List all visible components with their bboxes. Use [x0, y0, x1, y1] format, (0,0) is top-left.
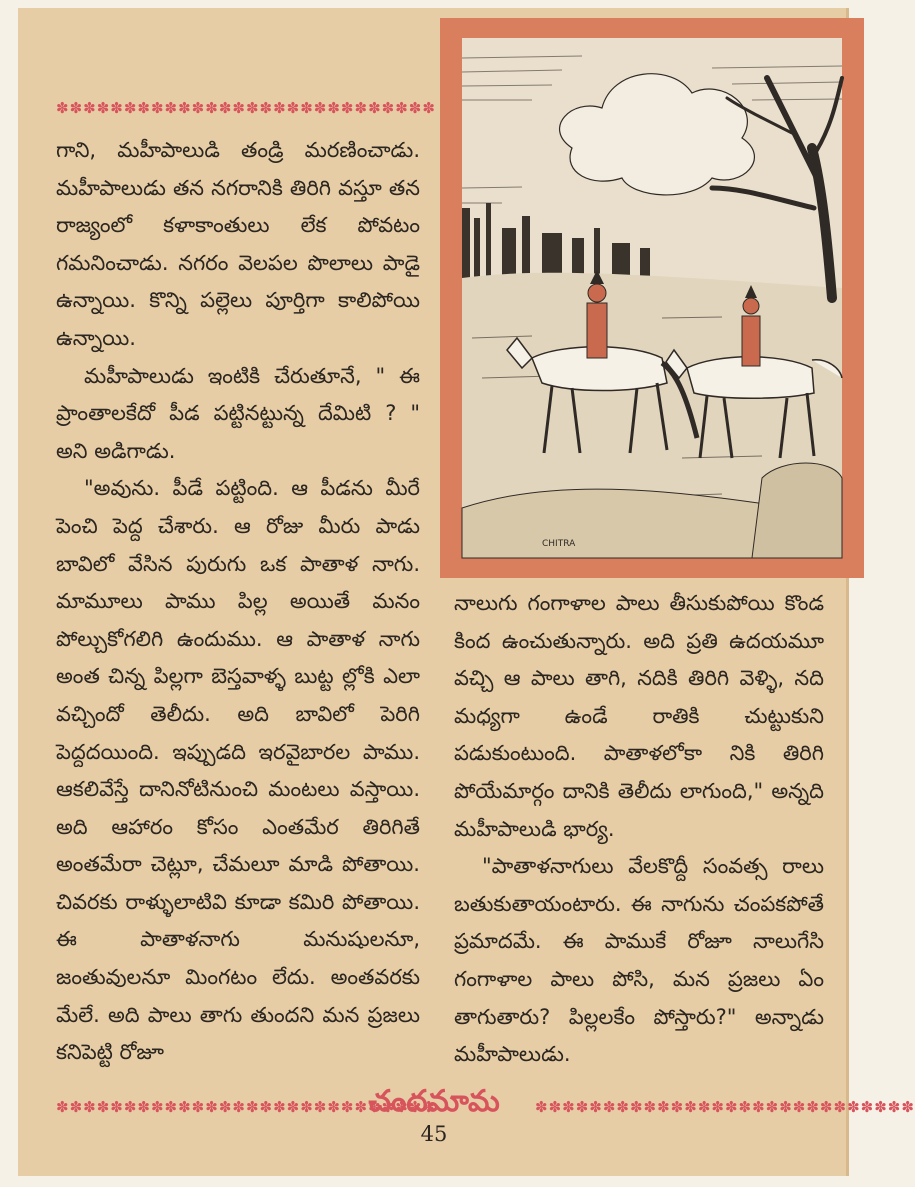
paragraph: "అవును. పీడే పట్టింది. ఆ పీడను మీరే పెంచి పెద్ద చేశారు. ఆ రోజు మీరు పాడు బావిలో వేసిన పురుగు ఒక పాతాళ నాగు. మామూలు పాము పిల్ల అయితే మనం పోల్చుకోగలిగి ఉందుము. ఆ పాతాళ నాగు అంత చిన్న పిల్లగా బెస్తవాళ్ళ బుట్ట ల్లోకి ఎలా వచ్చిందో తెలీదు. అది బావిలో పెరిగి పెద్దదయింది. ఇప్పుడది ఇరవైబారల పాము. ఆకలివేస్తే దానినోటినుంచి మంటలు వస్తాయి. అది ఆహారం కోసం ఎంతమేర తిరిగితే అంతమేరా చెట్లూ, చేమలూ మాడి పోతాయి. చివరకు రాళ్ళులాటివి కూడా కమిరి పోతాయి. ఈ పాతాళనాగు మనుషులనూ, జంతువులనూ మింగటం లేదు. అంతవరకు మేలే. అది పాలు తాగు తుందని మన ప్రజలు కనిపెట్టి రోజూ: [56, 476, 420, 1065]
left-text-column: [56, 132, 420, 1072]
magazine-title: చందమామ: [368, 1084, 500, 1119]
page-number: 45: [420, 1122, 448, 1146]
top-ornament-border: ✽✽✽✽✽✽✽✽✽✽✽✽✽✽✽✽✽✽✽✽✽✽✽✽✽✽✽✽: [56, 99, 436, 117]
story-illustration: [440, 18, 864, 578]
right-text-column: [454, 585, 824, 1074]
paragraph: గాని, మహీపాలుడి తండ్రి మరణించాడు. మహీపాలుడు తన నగరానికి తిరిగి వస్తూ తన రాజ్యంలో కళాకాంతులు లేక పోవటం గమనించాడు. నగరం వెలపల పొలాలు పాడై ఉన్నాయి. కొన్ని పల్లెలు పూర్తిగా కాలిపోయి ఉన్నాయి.: [56, 138, 420, 350]
horsemen-scene: [462, 38, 842, 558]
footer-ornament-right: ✽✽✽✽✽✽✽✽✽✽✽✽✽✽✽✽✽✽✽✽✽✽✽✽✽✽✽✽: [535, 1098, 915, 1116]
artist-signature: CHITRA: [542, 539, 576, 549]
paragraph: నాలుగు గంగాళాల పాలు తీసుకుపోయి కొండ కింద ఉంచుతున్నారు. అది ప్రతి ఉదయమూ వచ్చి ఆ పాలు తాగి, నదికి తిరిగి వెళ్ళి, నది మధ్యగా ఉండే రాతికి చుట్టుకుని పడుకుంటుంది. పాతాళలోకా నికి తిరిగి పోయేమార్గం దానికి తెలీదు లాగుంది," అన్నది మహీపాలుడి భార్య.: [454, 591, 824, 841]
paragraph: మహీపాలుడు ఇంటికి చేరుతూనే, " ఈ ప్రాంతాలకేదో పీడ పట్టినట్టున్న దేమిటి ? " అని అడిగాడు.: [56, 363, 420, 463]
paragraph: "పాతాళనాగులు వేలకొద్దీ సంవత్స రాలు బతుకుతాయంటారు. ఈ నాగును చంపకపోతే ప్రమాదమే. ఈ పాముకే రోజూ నాలుగేసి గంగాళాల పాలు పోసి, మన ప్రజలు ఏం తాగుతారు? పిల్లలకేం పోస్తారు?" అన్నాడు మహీపాలుడు.: [454, 854, 824, 1067]
footer-ornament-left: ✽✽✽✽✽✽✽✽✽✽✽✽✽✽✽✽✽✽✽✽✽✽✽✽✽✽✽✽: [56, 1098, 436, 1116]
